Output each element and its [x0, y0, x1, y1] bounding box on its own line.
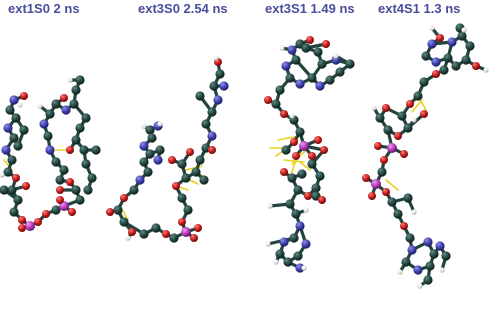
carbon-atom [281, 145, 290, 154]
hydrogen-atom [273, 259, 278, 264]
nitrogen-atom [315, 81, 324, 90]
oxygen-atom [400, 150, 408, 158]
oxygen-atom [264, 96, 272, 104]
oxygen-atom [322, 40, 330, 48]
nitrogen-atom [427, 39, 436, 48]
oxygen-atom [20, 92, 28, 100]
carbon-atom [81, 113, 90, 122]
carbon-atom [307, 73, 316, 82]
hydrogen-atom [371, 105, 376, 110]
carbon-atom [291, 55, 300, 64]
oxygen-atom [56, 196, 64, 204]
oxygen-atom [22, 182, 30, 190]
panel-label-ext3s1: ext3S1 1.49 ns [265, 1, 355, 16]
oxygen-atom [56, 186, 64, 194]
hydrogen-atom [157, 121, 162, 126]
nitrogen-atom [39, 119, 48, 128]
oxygen-atom [406, 100, 414, 108]
oxygen-atom [472, 62, 480, 70]
panel-label-ext3s0: ext3S0 2.54 ns [138, 1, 228, 16]
nitrogen-atom [287, 45, 296, 54]
carbon-atom [405, 233, 414, 242]
carbon-atom [7, 155, 16, 164]
hydrogen-atom [267, 203, 272, 208]
carbon-atom [291, 209, 300, 218]
nitrogen-atom [279, 237, 288, 246]
oxygen-atom [432, 70, 440, 78]
hydrogen-atom [301, 265, 306, 270]
hydrogen-atom [411, 209, 416, 214]
oxygen-atom [436, 34, 444, 42]
carbon-atom [177, 193, 186, 202]
carbon-atom [283, 257, 292, 266]
hydrogen-atom [213, 55, 218, 60]
oxygen-atom [60, 94, 68, 102]
carbon-atom [285, 199, 294, 208]
hydrogen-atom [289, 113, 294, 118]
carbon-atom [69, 99, 78, 108]
carbon-atom [139, 229, 148, 238]
hydrogen-atom [125, 235, 130, 240]
carbon-atom [177, 159, 186, 168]
carbon-atom [397, 111, 406, 120]
oxygen-atom [290, 138, 298, 146]
oxygen-atom [168, 156, 176, 164]
carbon-atom [377, 167, 386, 176]
carbon-atom [11, 113, 20, 122]
oxygen-atom [380, 156, 388, 164]
nitrogen-atom [9, 95, 18, 104]
oxygen-atom [18, 224, 26, 232]
nitrogen-atom [207, 131, 216, 140]
carbon-atom [387, 197, 396, 206]
oxygen-atom [420, 110, 428, 118]
hydrogen-atom [439, 267, 444, 272]
hydrogen-atom [397, 269, 402, 274]
oxygen-atom [320, 146, 328, 154]
carbon-atom [199, 175, 208, 184]
carbon-atom [335, 67, 344, 76]
nitrogen-atom [413, 265, 422, 274]
oxygen-atom [120, 194, 128, 202]
oxygen-atom [194, 224, 202, 232]
nitrogen-atom [3, 123, 12, 132]
oxygen-atom [318, 196, 326, 204]
hydrogen-atom [411, 117, 416, 122]
carbon-atom [207, 107, 216, 116]
carbon-atom [183, 205, 192, 214]
nitrogen-atom [295, 221, 304, 230]
oxygen-atom [12, 174, 20, 182]
carbon-atom [201, 119, 210, 128]
nitrogen-atom [153, 155, 162, 164]
carbon-atom [5, 105, 14, 114]
carbon-atom [465, 41, 474, 50]
oxygen-atom [162, 230, 170, 238]
hydrogen-atom [279, 45, 284, 50]
carbon-atom [191, 167, 200, 176]
carbon-atom [289, 233, 298, 242]
carbon-atom [421, 51, 430, 60]
hydrogen-atom [67, 77, 72, 82]
carbon-atom [383, 125, 392, 134]
carbon-atom [275, 249, 284, 258]
carbon-atom [401, 257, 410, 266]
oxygen-atom [394, 132, 402, 140]
hydrogen-atom [461, 27, 466, 32]
carbon-atom [75, 195, 84, 204]
carbon-atom [315, 171, 324, 180]
oxygen-atom [308, 152, 316, 160]
carbon-atom [325, 75, 334, 84]
carbon-atom [439, 65, 448, 74]
oxygen-atom [362, 174, 370, 182]
carbon-atom [129, 185, 138, 194]
nitrogen-atom [213, 95, 222, 104]
carbon-atom [51, 99, 60, 108]
carbon-atom [393, 209, 402, 218]
carbon-atom [345, 59, 354, 68]
hydrogen-atom [141, 123, 146, 128]
carbon-atom [143, 167, 152, 176]
carbon-atom [403, 123, 412, 132]
carbon-atom [7, 185, 16, 194]
carbon-atom [147, 133, 156, 142]
phosphorus-atom [387, 143, 397, 153]
carbon-atom [195, 91, 204, 100]
phosphorus-atom [371, 179, 381, 189]
oxygen-atom [280, 110, 288, 118]
carbon-atom [55, 175, 64, 184]
hydrogen-atom [333, 53, 338, 58]
oxygen-atom [18, 216, 26, 224]
oxygen-atom [292, 152, 300, 160]
carbon-atom [71, 85, 80, 94]
carbon-atom [307, 159, 316, 168]
carbon-atom [3, 167, 12, 176]
carbon-atom [13, 141, 22, 150]
atom-layer [0, 23, 489, 288]
carbon-atom [215, 69, 224, 78]
nitrogen-atom [431, 57, 440, 66]
oxygen-atom [280, 168, 288, 176]
carbon-atom [403, 193, 412, 202]
carbon-atom [79, 145, 88, 154]
phosphorus-atom [25, 221, 35, 231]
hydrogen-atom [417, 283, 422, 288]
carbon-atom [75, 123, 84, 132]
panel-label-ext4s1: ext4S1 1.3 ns [378, 1, 461, 16]
oxygen-atom [304, 192, 312, 200]
nitrogen-atom [139, 141, 148, 150]
panel-label-ext1s0: ext1S0 2 ns [8, 1, 80, 16]
carbon-atom [271, 99, 280, 108]
carbon-atom [71, 185, 80, 194]
carbon-atom [195, 155, 204, 164]
oxygen-atom [186, 148, 194, 156]
carbon-atom [285, 73, 294, 82]
oxygen-atom [306, 36, 314, 44]
oxygen-atom [68, 208, 76, 216]
nitrogen-atom [407, 245, 416, 254]
carbon-atom [51, 157, 60, 166]
hydrogen-atom [429, 25, 434, 30]
nitrogen-atom [61, 105, 70, 114]
carbon-atom [209, 81, 218, 90]
nitrogen-atom [219, 81, 228, 90]
carbon-atom [313, 47, 322, 56]
carbon-atom [119, 217, 128, 226]
carbon-atom [151, 223, 160, 232]
oxygen-atom [106, 208, 114, 216]
carbon-atom [45, 109, 54, 118]
oxygen-atom [400, 222, 408, 230]
carbon-atom [275, 85, 284, 94]
hydrogen-atom [17, 102, 22, 107]
carbon-atom [293, 251, 302, 260]
oxygen-atom [128, 228, 136, 236]
hydrogen-atom [303, 207, 308, 212]
oxygen-atom [382, 104, 390, 112]
oxygen-atom [66, 146, 74, 154]
carbon-atom [375, 113, 384, 122]
carbon-atom [75, 75, 84, 84]
carbon-atom [287, 173, 296, 182]
nitrogen-atom [281, 61, 290, 70]
carbon-atom [145, 125, 154, 134]
carbon-atom [139, 157, 148, 166]
oxygen-atom [42, 210, 50, 218]
carbon-atom [419, 77, 428, 86]
carbon-atom [297, 169, 306, 178]
phosphorus-atom [181, 227, 191, 237]
nitrogen-atom [1, 145, 10, 154]
carbon-atom [423, 275, 432, 284]
carbon-atom [19, 125, 28, 134]
carbon-atom [301, 43, 310, 52]
carbon-atom [429, 249, 438, 258]
nitrogen-atom [435, 241, 444, 250]
carbon-atom [87, 173, 96, 182]
oxygen-atom [190, 234, 198, 242]
carbon-atom [461, 55, 470, 64]
nitrogen-atom [295, 79, 304, 88]
carbon-atom [145, 149, 154, 158]
carbon-atom [457, 31, 466, 40]
carbon-atom [425, 261, 434, 270]
carbon-atom [443, 53, 452, 62]
carbon-atom [169, 233, 178, 242]
carbon-atom [113, 205, 122, 214]
carbon-atom [9, 133, 18, 142]
hydrogen-atom [37, 103, 42, 108]
carbon-atom [43, 131, 52, 140]
carbon-atom [295, 127, 304, 136]
carbon-atom [181, 173, 190, 182]
carbon-atom [311, 183, 320, 192]
oxygen-atom [172, 182, 180, 190]
carbon-atom [413, 91, 422, 100]
oxygen-atom [368, 192, 376, 200]
oxygen-atom [178, 218, 186, 226]
carbon-atom [155, 145, 164, 154]
oxygen-atom [66, 178, 74, 186]
carbon-atom [293, 185, 302, 194]
nitrogen-atom [135, 175, 144, 184]
nitrogen-atom [45, 145, 54, 154]
hydrogen-atom [265, 241, 270, 246]
carbon-atom [71, 135, 80, 144]
carbon-atom [91, 145, 100, 154]
carbon-atom [9, 207, 18, 216]
carbon-atom [83, 185, 92, 194]
carbon-atom [59, 165, 68, 174]
phosphorus-atom [299, 141, 309, 151]
oxygen-atom [34, 218, 42, 226]
carbon-atom [441, 251, 450, 260]
nitrogen-atom [423, 237, 432, 246]
nitrogen-atom [301, 239, 310, 248]
oxygen-atom [374, 142, 382, 150]
carbon-atom [451, 61, 460, 70]
oxygen-atom [208, 146, 216, 154]
carbon-atom [317, 59, 326, 68]
carbon-atom [81, 159, 90, 168]
oxygen-atom [314, 136, 322, 144]
carbon-atom [13, 195, 22, 204]
nitrogen-atom [447, 37, 456, 46]
hydrogen-atom [483, 67, 488, 72]
oxygen-atom [382, 188, 390, 196]
